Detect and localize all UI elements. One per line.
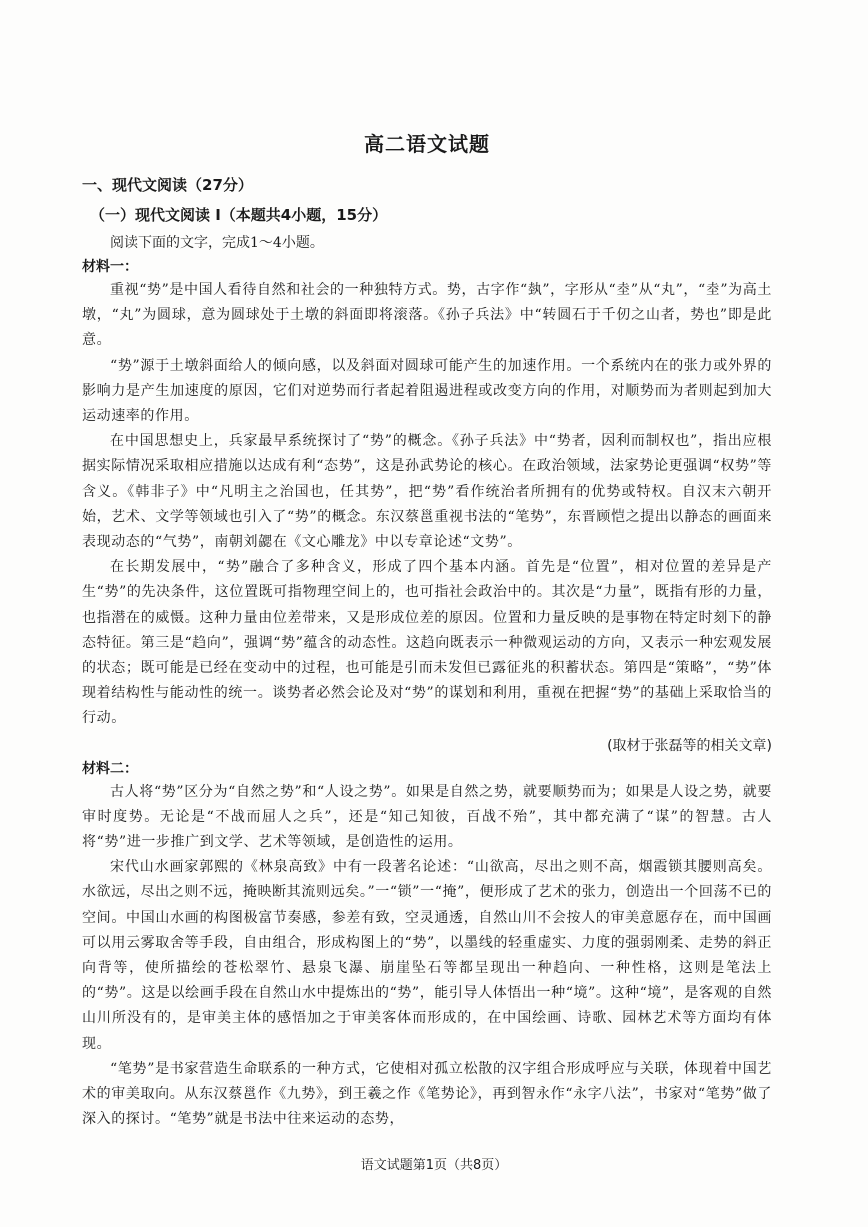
material-two-paragraph-1: 古人将“势”区分为“自然之势”和“人设之势”。如果是自然之势，就要顺势而为；如果是人设之势，就要审时度势。无论是“不战而屈人之兵”，还是“知己知彼，百战不殆”，其中都充满了“谋”的智慧。古人将“势”进一步推广到文学、艺术等领域，是创造性的运用。: [82, 783, 772, 851]
material-one-source: (取材于张磊等的相关文章): [607, 737, 772, 754]
material-two-label: 材料二：: [82, 760, 138, 777]
material-one-paragraph-4: 在长期发展中，“势”融合了多种含义，形成了四个基本内涵。首先是“位置”，相对位置的差异是产生“势”的先决条件，这位置既可指物理空间上的，也可指社会政治中的。其次是“力量”，既指有形的力量，也指潜在的威慑。这种力量由位差带来，又是形成位差的原因。位置和力量反映的是事物在特定时刻下的静态特征。第三是“趋向”，强调“势”蕴含的动态性。这趋向既表示一种微观运动的方向，又表示一种宏观发展的状态；既可能是已经在变动中的过程，也可能是引而未发但已露征兆的积蓄状态。第四是“策略”，“势”体现着结构性与能动性的统一。谈势者必然会论及对“势”的谋划和利用，重视在把握“势”的基础上采取恰当的行动。: [82, 559, 772, 727]
reading-instruction: 阅读下面的文字，完成1～4小题。: [110, 235, 324, 251]
section-one-heading: 一、现代文阅读（27分）: [82, 176, 253, 194]
page-title: 高二语文试题: [364, 132, 490, 156]
material-one-paragraph-1: 重视“势”是中国人看待自然和社会的一种独特方式。势，古字作“埶”，字形从“坴”从“丸”，“坴”为高土墩，“丸”为圆球，意为圆球处于土墩的斜面即将滚落。《孙子兵法》中“转圆石于千仞之山者，势也”即是此意。: [82, 282, 772, 349]
material-one-paragraph-3: 在中国思想史上，兵家最早系统探讨了“势”的概念。《孙子兵法》中“势者，因利而制权也”，指出应根据实际情况采取相应措施以达成有利“态势”，这是孙武势论的核心。在政治领域，法家势论更强调“权势”等含义。《韩非子》中“凡明主之治国也，任其势”，把“势”看作统治者所拥有的优势或特权。自汉末六朝开始，艺术、文学等领域也引入了“势”的概念。东汉蔡邕重视书法的“笔势”，东晋顾恺之提出以静态的画面来表现动态的“气势”，南朝刘勰在《文心雕龙》中以专章论述“文势”。: [82, 433, 772, 551]
page-footer: 语文试题第1页（共8页）: [360, 1158, 508, 1173]
material-one-label: 材料一：: [82, 259, 138, 275]
material-two-paragraph-3: “笔势”是书家营造生命联系的一种方式，它使相对孤立松散的汉字组合形成呼应与关联，体现着中国艺术的审美取向。从东汉蔡邕作《九势》，到王羲之作《笔势论》，再到智永作“永字八法”，书家对“笔势”做了深入的探讨。“笔势”就是书法中往来运动的态势，: [82, 1060, 772, 1128]
material-two-paragraph-2: 宋代山水画家郭熙的《林泉高致》中有一段著名论述：“山欲高，尽出之则不高，烟霞锁其腰则高矣。水欲远，尽出之则不远，掩映断其流则远矣。”一“锁”一“掩”，便形成了艺术的张力，创造出一个回荡不已的空间。中国山水画的构图极富节奏感，参差有致，空灵通透，自然山川不会按人的审美意愿存在，而中国画可以用云雾取舍等手段，自由组合，形成构图上的“势”，以墨线的轻重虚实、力度的强弱刚柔、走势的斜正向背等，使所描绘的苍松翠竹、悬泉飞瀑、崩崖坠石等都呈现出一种趋向、一种性格，这则是笔法上的“势”。这是以绘画手段在自然山水中提炼出的“势”，能引导人体悟出一种“境”。这种“境”，是客观的自然山川所没有的，是审美主体的感悟加之于审美客体而形成的，在中国绘画、诗歌、园林艺术等方面均有体现。: [82, 859, 772, 1052]
page-content: [82, 130, 772, 1133]
material-one-paragraph-2: “势”源于土墩斜面给人的倾向感，以及斜面对圆球可能产生的加速作用。一个系统内在的张力或外界的影响力是产生加速度的原因，它们对逆势而行者起着阻遏进程或改变方向的作用，对顺势而为者则起到加大运动速率的作用。: [82, 357, 772, 425]
subsection-one-heading: （一）现代文阅读 I（本题共4小题，15分）: [90, 206, 388, 224]
